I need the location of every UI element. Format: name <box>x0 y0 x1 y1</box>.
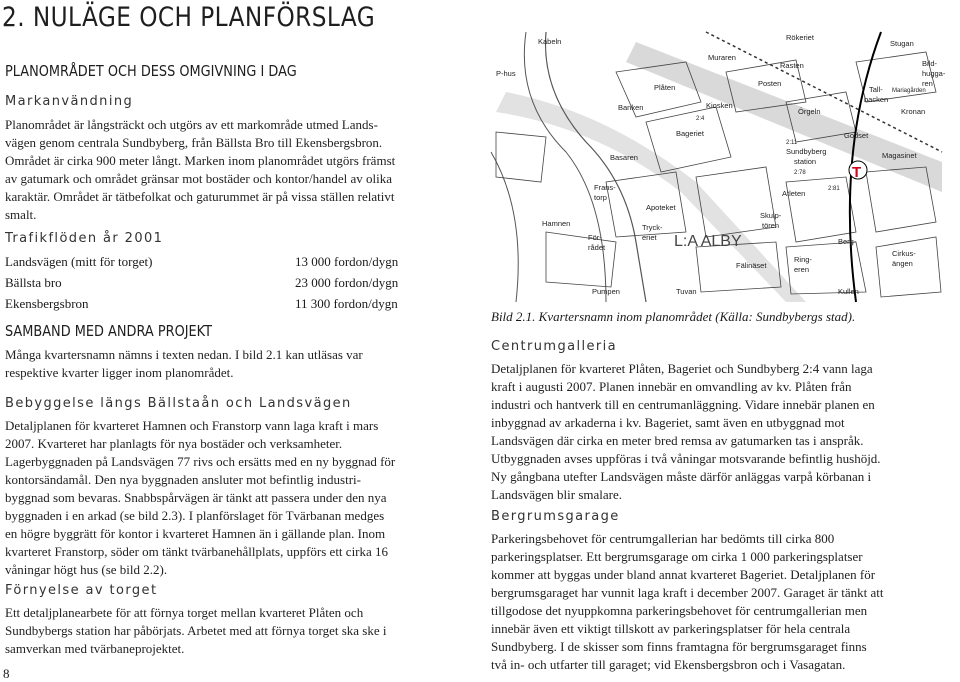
map-label: Berg- <box>838 237 857 246</box>
map-label: Stugan <box>890 39 914 48</box>
text-line: smalt. <box>5 207 37 222</box>
samband-text <box>5 346 441 382</box>
map-label: Plåten <box>654 83 676 92</box>
map-drawing <box>486 32 946 302</box>
subheading-centrumgalleria: Centrumgalleria <box>491 339 618 354</box>
traffic-table <box>5 251 441 314</box>
text-line: Ny gångbana utefter Landsvägen måste därför anläggas varpå körbanan i <box>491 469 872 484</box>
map-label: Posten <box>758 79 782 88</box>
map-label: Banken <box>618 103 644 112</box>
text-line: Utbyggnaden avses uppföras i två våningar motsvarande befintlig hushöjd. <box>491 451 881 466</box>
text-line: Sundbybergs station har påbörjats. Arbetet med att förnya torget ska ske i <box>5 623 387 638</box>
map-label: Rasten <box>780 61 804 70</box>
text-line: samverkan med tvärbaneprojektet. <box>5 641 185 656</box>
map-label: Hamnen <box>542 219 571 228</box>
text-line: vägen genom centrala Sundbyberg, från Bällsta Bro till Ekensbergsbron. <box>5 135 383 150</box>
fornyelse-text <box>5 604 441 658</box>
text-line: Planområdet är långsträckt och utgörs av ett markområde utmed Lands- <box>5 117 378 132</box>
text-line: kraft i augusti 2007. Planen innebär en omvandling av kv. Plåten från <box>491 379 852 394</box>
map-label: Skulp- <box>760 211 782 220</box>
text-line: Landsvägen där cirka en meter bred remsa av gatumarken tas i anspråk. <box>491 433 864 448</box>
text-line: 2007. Kvarteret har planlagts för nya bostäder och verksamheter. <box>5 436 343 451</box>
text-line: byggnaden i en arkad (se bild 2.3). I planförslaget för Tvärbanan medges <box>5 508 385 523</box>
map-overlay-label: L:A ALBY <box>674 233 742 250</box>
map-label: Atleten <box>782 189 806 198</box>
centrumgalleria-text <box>491 360 936 504</box>
text-line: kontorsändamål. Den nya byggnaden ansluter mot befintlig industri- <box>5 472 361 487</box>
traffic-place: Bällsta bro <box>5 275 62 290</box>
map-label: torp <box>594 193 607 202</box>
map-label: Magasinet <box>882 151 917 160</box>
figure-caption: Bild 2.1. Kvartersnamn inom planområdet (Källa: Sundbybergs stad). <box>491 309 856 324</box>
map-label: tören <box>762 221 780 230</box>
text-line: inbyggnad av arkaderna i kv. Bageriet, samt även en utbyggnad mot <box>491 415 845 430</box>
map-label: Kabeln <box>538 37 562 46</box>
text-line: Området är cirka 900 meter långt. Marken inom planområdet utgörs främst <box>5 153 396 168</box>
section-title-samband: SAMBAND MED ANDRA PROJEKT <box>5 322 213 340</box>
subheading-fornyelse: Förnyelse av torget <box>5 583 158 598</box>
map-label: eriet <box>642 233 657 242</box>
traffic-row <box>5 251 441 272</box>
text-line: Detaljplanen för kvarteret Hamnen och Franstorp vann laga kraft i mars <box>5 418 379 433</box>
map-label: 2:81 <box>828 186 840 192</box>
map-label: Pumpen <box>592 287 620 296</box>
subheading-bebyggelse: Bebyggelse längs Bällstaån och Landsvägen <box>5 396 352 411</box>
text-line: Sundbyberg. I de skisser som finns framtagna för bergrumsgaraget finns <box>491 639 867 654</box>
map-label: 2:4 <box>696 116 705 122</box>
text-line: industri och hantverk till en centrumanläggning. Vidare innebär planen en <box>491 397 875 412</box>
text-line: Ett detaljplanearbete för att förnya torget mellan kvarteret Plåten och <box>5 605 364 620</box>
markanvandning-text <box>5 116 441 224</box>
traffic-value: 23 000 fordon/dygn <box>295 275 399 290</box>
page-heading: 2. NULÄGE OCH PLANFÖRSLAG <box>2 2 376 33</box>
map-label: 2:78 <box>794 170 806 176</box>
map-label: P-hus <box>496 69 516 78</box>
map-kvartersnamn <box>486 32 946 302</box>
map-label: Rökeriet <box>786 33 814 42</box>
traffic-row <box>5 293 441 314</box>
text-line: innebär även ett viktigt tillskott av parkeringsplatser för hela centrala <box>491 621 851 636</box>
marker-label: T <box>852 164 862 181</box>
map-label: backen <box>864 95 889 104</box>
map-label: rådet <box>588 243 606 252</box>
map-label: Ring- <box>794 255 812 264</box>
traffic-row <box>5 272 441 293</box>
map-label: ren <box>922 79 933 88</box>
text-line: bergrumsgaraget har vunnit laga kraft i december 2007. Garaget är tänkt att <box>491 585 884 600</box>
text-line: Detaljplanen för kvarteret Plåten, Bageriet och Sundbyberg 2:4 vann laga <box>491 361 873 376</box>
map-label: Bageriet <box>676 129 704 138</box>
map-label: Sundbyberg <box>786 147 827 156</box>
map-label: Mariagården <box>892 88 926 94</box>
map-label: hugga- <box>922 69 946 78</box>
text-line: byggnad som bevaras. Snabbspårvägen är tänkt att passera under den nya <box>5 490 387 505</box>
text-line: av gatumark och området gränsar mot bostäder och kontor/handel av olika <box>5 171 392 186</box>
map-label: Bild- <box>922 59 938 68</box>
text-line: karaktär. Området är tätbefolkat och gaturummet är på vissa ställen relativt <box>5 189 395 204</box>
map-label: Frans- <box>594 183 616 192</box>
section-title-planomradet: PLANOMRÅDET OCH DESS OMGIVNING I DAG <box>5 62 297 80</box>
text-line: våningar högt hus (se bild 2.2). <box>5 562 168 577</box>
text-line: en högre byggrätt för kontor i kvarteret Hamnen än i gällande plan. Inom <box>5 526 386 541</box>
page-number: 8 <box>3 666 10 681</box>
map-label: Fälinäset <box>736 261 767 270</box>
subheading-bergrumsgarage: Bergrumsgarage <box>491 509 620 524</box>
map-label: För- <box>588 233 602 242</box>
map-label: Kronan <box>901 107 926 116</box>
text-line: två in- och utfarter till garaget; vid Ekensbergsbron och i Vasagatan. <box>491 657 846 672</box>
bebyggelse-text <box>5 417 441 579</box>
subheading-markanvandning: Markanvändning <box>5 94 134 109</box>
map-label: Örgeln <box>798 107 821 116</box>
traffic-value: 13 000 fordon/dygn <box>295 254 399 269</box>
traffic-place: Landsvägen (mitt för torget) <box>5 254 153 269</box>
map-label: Muraren <box>708 53 736 62</box>
text-line: respektive kvarter ligger inom planområdet. <box>5 365 234 380</box>
map-label: Cirkus- <box>892 249 916 258</box>
map-label: station <box>794 157 817 166</box>
map-label: Apoteket <box>646 203 676 212</box>
subheading-trafikfloden: Trafikflöden år 2001 <box>5 231 164 246</box>
map-label: Tuvan <box>676 287 697 296</box>
text-line: tillgodose det nyuppkomna parkeringsbehovet för centrumgallerian men <box>491 603 868 618</box>
traffic-value: 11 300 fordon/dygn <box>295 296 398 311</box>
map-label: ängen <box>892 259 913 268</box>
bergrumsgarage-text <box>491 530 936 674</box>
text-line: Många kvartersnamn nämns i texten nedan. I bild 2.1 kan utläsas var <box>5 347 363 362</box>
text-line: Landsvägen blir smalare. <box>491 487 623 502</box>
map-label: 2:11 <box>786 140 798 146</box>
text-line: kommer att byggas under bland annat kvarteret Bageriet. Detaljplanen för <box>491 567 876 582</box>
text-line: parkeringsplatser. Ett bergrumsgarage om cirka 1 000 parkeringsplatser <box>491 549 863 564</box>
map-label: Godset <box>844 131 869 140</box>
map-label: Kiosken <box>706 101 733 110</box>
map-label: Kullen <box>838 287 859 296</box>
map-label: Tall- <box>869 85 883 94</box>
map-label: Tryck- <box>642 223 663 232</box>
map-label: eren <box>794 265 810 274</box>
map-label: Basaren <box>610 153 638 162</box>
text-line: Lagerbyggnaden på Landsvägen 77 rivs och ersätts med en ny byggnad för <box>5 454 396 469</box>
text-line: kvarteret Franstorp, söder om tänkt tvärbanehållplats, uppförs ett cirka 16 <box>5 544 389 559</box>
traffic-place: Ekensbergsbron <box>5 296 89 311</box>
text-line: Parkeringsbehovet för centrumgallerian har bedömts till cirka 800 <box>491 531 835 546</box>
